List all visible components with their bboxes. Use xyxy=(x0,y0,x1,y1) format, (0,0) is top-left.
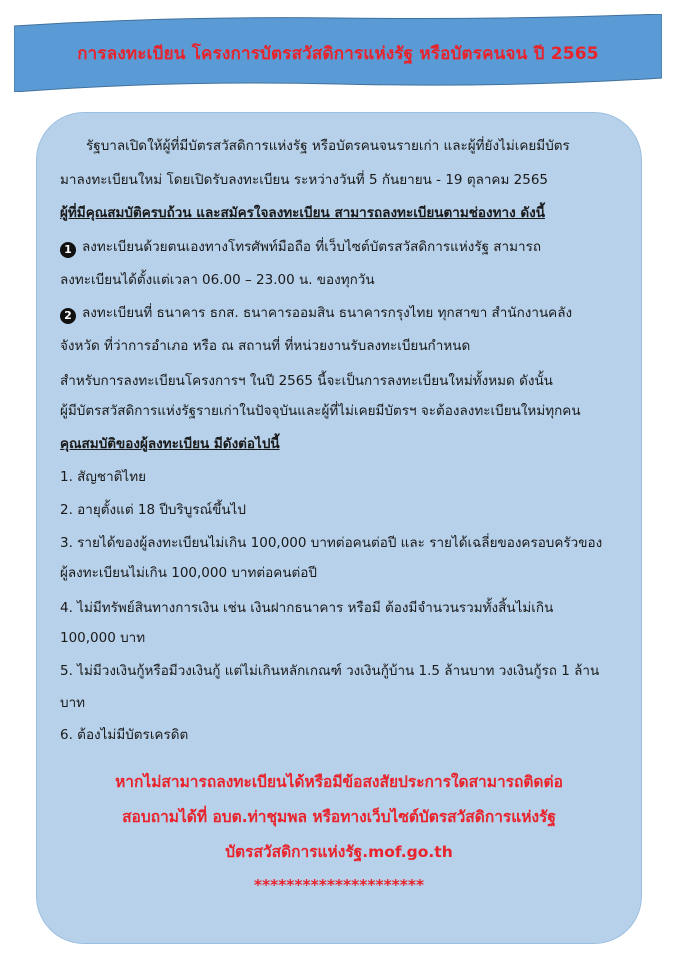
intro-line-1: รัฐบาลเปิดให้ผู้ที่มีบัตรสวัสดิการแห่งรัฐ หรือบัตรคนจนรายเก่า และผู้ที่ยังไม่เคยมีบัตร xyxy=(86,138,570,154)
qualification-4-line-2: 100,000 บาท xyxy=(60,630,146,646)
qualification-4-line-1: 4. ไม่มีทรัพย์สินทางการเงิน เช่น เงินฝากธนาคาร หรือมี ต้องมีจำนวนรวมทั้งสิ้นไม่เกิน xyxy=(60,600,554,616)
number-two-icon: 2 xyxy=(60,308,76,324)
contact-website: บัตรสวัสดิการแห่งรัฐ.mof.go.th xyxy=(225,843,453,861)
note-line-2: ผู้มีบัตรสวัสดิการแห่งรัฐรายเก่าในปัจจุบันและผู้ที่ไม่เคยมีบัตรฯ จะต้องลงทะเบียนใหม่ทุกคน xyxy=(60,403,581,419)
qualification-2: 2. อายุตั้งแต่ 18 ปีบริบูรณ์ขึ้นไป xyxy=(60,502,246,518)
qualification-3-line-1: 3. รายได้ของผู้ลงทะเบียนไม่เกิน 100,000 บาทต่อคนต่อปี และ รายได้เฉลี่ยของครอบครัวของ xyxy=(60,535,603,551)
note-line-1: สำหรับการลงทะเบียนโครงการฯ ในปี 2565 นี้จะเป็นการลงทะเบียนใหม่ทั้งหมด ดังนั้น xyxy=(60,373,553,389)
channel-2 xyxy=(60,303,572,324)
channel-1-line-2: ลงทะเบียนได้ตั้งแต่เวลา 06.00 – 23.00 น. ของทุกวัน xyxy=(60,272,375,288)
channels-heading: ผู้ที่มีคุณสมบัติครบถ้วน และสมัครใจลงทะเบียน สามารถลงทะเบียนตามช่องทาง ดังนี้ xyxy=(60,205,545,221)
qualification-1: 1. สัญชาติไทย xyxy=(60,469,147,485)
number-one-icon: 1 xyxy=(60,242,76,258)
channel-2-line-2: จังหวัด ที่ว่าการอำเภอ หรือ ณ สถานที่ ที่หน่วยงานรับลงทะเบียนกำหนด xyxy=(60,338,471,354)
contact-line-1: หากไม่สามารถลงทะเบียนได้หรือมีข้อสงสัยประการใดสามารถติดต่อ xyxy=(115,773,563,791)
qualification-5-line-1: 5. ไม่มีวงเงินกู้หรือมีวงเงินกู้ แต่ไม่เกินหลักเกณฑ์ วงเงินกู้บ้าน 1.5 ล้านบาท วงเงินกู้รถ 1 ล้าน xyxy=(60,663,600,679)
page-title: การลงทะเบียน โครงการบัตรสวัสดิการแห่งรัฐ หรือบัตรคนจน ปี 2565 xyxy=(77,44,599,64)
qualification-5-line-2: บาท xyxy=(60,695,86,711)
contact-line-2: สอบถามได้ที่ อบต.ท่าชุมพล หรือทางเว็บไซต์บัตรสวัสดิการแห่งรัฐ xyxy=(122,808,556,826)
channel-2-text: ลงทะเบียนที่ ธนาคาร ธกส. ธนาคารออมสิน ธนาคารกรุงไทย ทุกสาขา สำนักงานคลัง xyxy=(82,305,573,321)
star-divider: ********************* xyxy=(253,876,425,894)
channel-1-text: ลงทะเบียนด้วยตนเองทางโทรศัพท์มือถือ ที่เว็บไซต์บัตรสวัสดิการแห่งรัฐ สามารถ xyxy=(82,239,542,255)
intro-line-2: มาลงทะเบียนใหม่ โดยเปิดรับลงทะเบียน ระหว่างวันที่ 5 กันยายน - 19 ตุลาคม 2565 xyxy=(60,172,549,188)
title-banner xyxy=(14,14,662,92)
channel-1 xyxy=(60,237,541,258)
qualification-6: 6. ต้องไม่มีบัตรเครดิต xyxy=(60,727,189,743)
qualifications-heading: คุณสมบัติของผู้ลงทะเบียน มีดังต่อไปนี้ xyxy=(60,436,280,452)
qualification-3-line-2: ผู้ลงทะเบียนไม่เกิน 100,000 บาทต่อคนต่อปี xyxy=(60,565,317,581)
